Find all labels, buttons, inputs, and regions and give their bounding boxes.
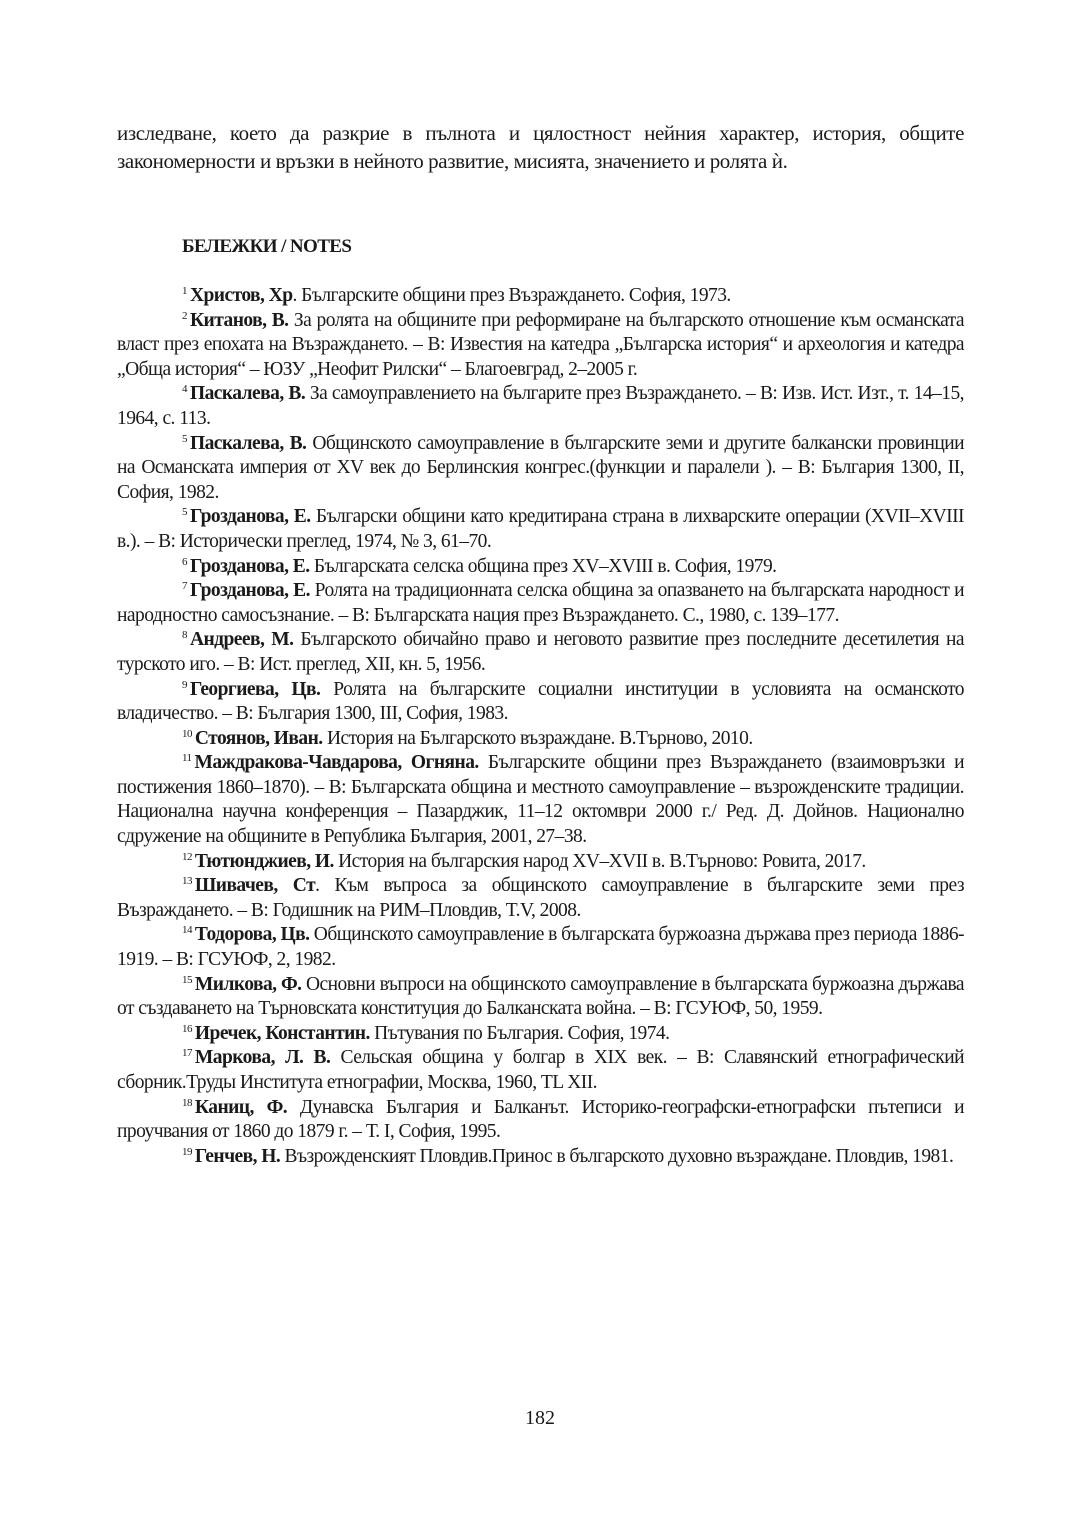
footnote [117,727,964,752]
footnote-author: Стоянов, Иван. [194,727,323,749]
notes-list [117,284,964,1169]
footnote-number: 5 [182,506,187,519]
footnote-author: Грозданова, Е. [189,555,310,577]
footnote-text: . Българските общини през Възраждането. София, 1973. [292,285,731,306]
footnote-text: Общинското самоуправление в българската буржоазна държава през периода 1886-1919. – В: ГСУЮФ, 2, 1982. [117,924,965,971]
footnote-author: Иречек, Константин. [194,1022,370,1044]
footnote-number: 11 [182,752,192,765]
footnote-number: 2 [182,309,187,322]
footnote-text: Пътувания по България. София, 1974. [369,1022,670,1044]
footnote-author: Георгиева, Цв. [189,678,321,700]
footnote [117,1096,964,1145]
notes-heading: БЕЛЕЖКИ / NOTES [182,236,352,257]
footnote [117,1046,964,1095]
footnote [117,973,964,1022]
footnote-author: Маждракова-Чавдарова, Огняна. [194,752,479,774]
footnote-number: 1 [182,285,187,297]
footnote-number: 12 [182,850,192,863]
footnote-text: Българската селска община през XV–XVIII в. София, 1979. [309,555,777,577]
footnote [117,284,964,309]
footnote-text: Българското обичайно право и неговото развитие през последните десетилетия на турското иго. – В: Ист. преглед, XII, кн. 5, 1956. [117,629,964,675]
footnote [117,1145,964,1170]
footnote-author: Каниц, Ф. [194,1096,288,1118]
footnote-number: 16 [182,1022,192,1035]
footnote-author: Паскалева, В. [189,383,306,405]
footnote-text: Ролята на българските социални институции в условията на османското владичество. – В: България 1300, III, София, 1983. [117,678,965,725]
footnote [117,628,964,677]
footnote-number: 4 [182,383,187,396]
footnote-text: За самоуправлението на българите през Възраждането. – В: Изв. Ист. Изт., т. 14–15, 1964, с. 113. [117,383,964,429]
footnote-text: . Към въпроса за общинското самоуправление в българските земи през Възраждането. – В: Годишник на РИМ–Пловдив, T.V, 2008. [117,875,964,921]
footnote [117,874,964,923]
footnote-author: Андреев, М. [189,629,294,651]
footnote [117,432,964,506]
footnote [117,850,964,875]
footnote-author: Христов, Хр [189,285,293,306]
footnote [117,678,964,727]
footnote-text: За ролята на общините при реформиране на българското отношение към османската власт през епохата на Възраждането. – В: Известия на катедра „Българска история“ и археология и катедра „Обща история“ – ЮЗУ „Неофит Рилски“ – Благоевград, 2–2005 г. [117,309,964,380]
footnote-text: Основни въпроси на общинското самоуправление в българската буржоазна държава от създаването на Търновската конституция до Балканската война. – В: ГСУЮФ, 50, 1959. [117,973,964,1020]
footnote-author: Паскалева, В. [189,432,307,454]
footnote-text: Възрожденският Пловдив.Принос в българското духовно възраждане. Пловдив, 1981. [280,1145,954,1167]
footnote [117,751,964,849]
footnote-author: Генчев, Н. [194,1145,281,1167]
footnote-number: 19 [182,1145,192,1158]
footnote [117,505,964,554]
footnote-number: 8 [182,629,187,642]
footnote-text: Дунавска България и Балканът. Историко-географски-етнографски пътеписи и проучвания от 1860 до 1879 г. – Т. I, София, 1995. [117,1096,964,1143]
footnote [117,309,964,383]
footnote-number: 13 [182,875,192,888]
footnote-number: 6 [182,555,187,568]
footnote-author: Маркова, Л. В. [194,1047,331,1069]
footnote [117,923,964,972]
footnote-text: История на Българското възраждане. В.Търново, 2010. [322,727,753,749]
footnote-number: 15 [182,973,192,986]
footnote-author: Грозданова, Е. [189,506,311,528]
footnote-number: 17 [182,1047,192,1060]
footnote-author: Шивачев, Ст [194,875,316,897]
body-paragraph: изследване, което да разкрие в пълнота и цялостност нейния характер, история, общите закономерности и връзки в нейното развитие, мисията, значението и ролята ѝ. [117,121,964,173]
footnote [117,579,964,628]
footnote-number: 9 [182,678,187,691]
footnote-text: Българските общини през Възраждането (взаимовръзки и постижения 1860–1870). – В: Българската община и местното самоуправление – възрожденските традиции. Национална научна конференция – Пазарджик, 11–12 октомври 2000 г./ Ред. Д. Дойнов. Национално сдружение на общините в Република България, 2001, 27–38. [117,752,964,848]
footnote-text: Общинското самоуправление в българските земи и другите балкански провинции на Османската империя от XV век до Берлинския конгрес.(функции и паралели ). – В: България 1300, II, София, 1982. [117,432,965,503]
footnote-author: Китанов, В. [189,309,289,331]
footnote-number: 18 [182,1096,192,1109]
footnote-number: 7 [182,580,187,593]
footnote [117,1022,964,1047]
footnote-number: 14 [182,924,192,937]
footnote-text: Сельская община у болгар в XIX век. – В: Славянский етнографический сборник.Труды Института етнографии, Москва, 1960, TL XII. [117,1047,964,1093]
footnote-author: Тодорова, Цв. [194,924,310,946]
footnote-text: Български общини като кредитирана страна в лихварските операции (XVII–XVIII в.). – В: Исторически преглед, 1974, № 3, 61–70. [117,506,964,552]
footnote-text: История на българския народ XV–XVII в. В.Търново: Ровита, 2017. [333,850,866,872]
footnote-number: 10 [182,727,192,740]
footnote-text: Ролята на традиционната селска община за опазването на българската народност и народностно самосъзнание. – В: Българската нация през Възраждането. С., 1980, с. 139–177. [117,580,964,626]
footnote-author: Тютюнджиев, И. [194,850,334,872]
page-number: 182 [525,1407,555,1429]
footnote-author: Милкова, Ф. [194,973,302,995]
footnote [117,555,964,580]
footnote-number: 5 [182,432,187,445]
footnote [117,382,964,431]
footnote-author: Грозданова, Е. [189,580,310,602]
